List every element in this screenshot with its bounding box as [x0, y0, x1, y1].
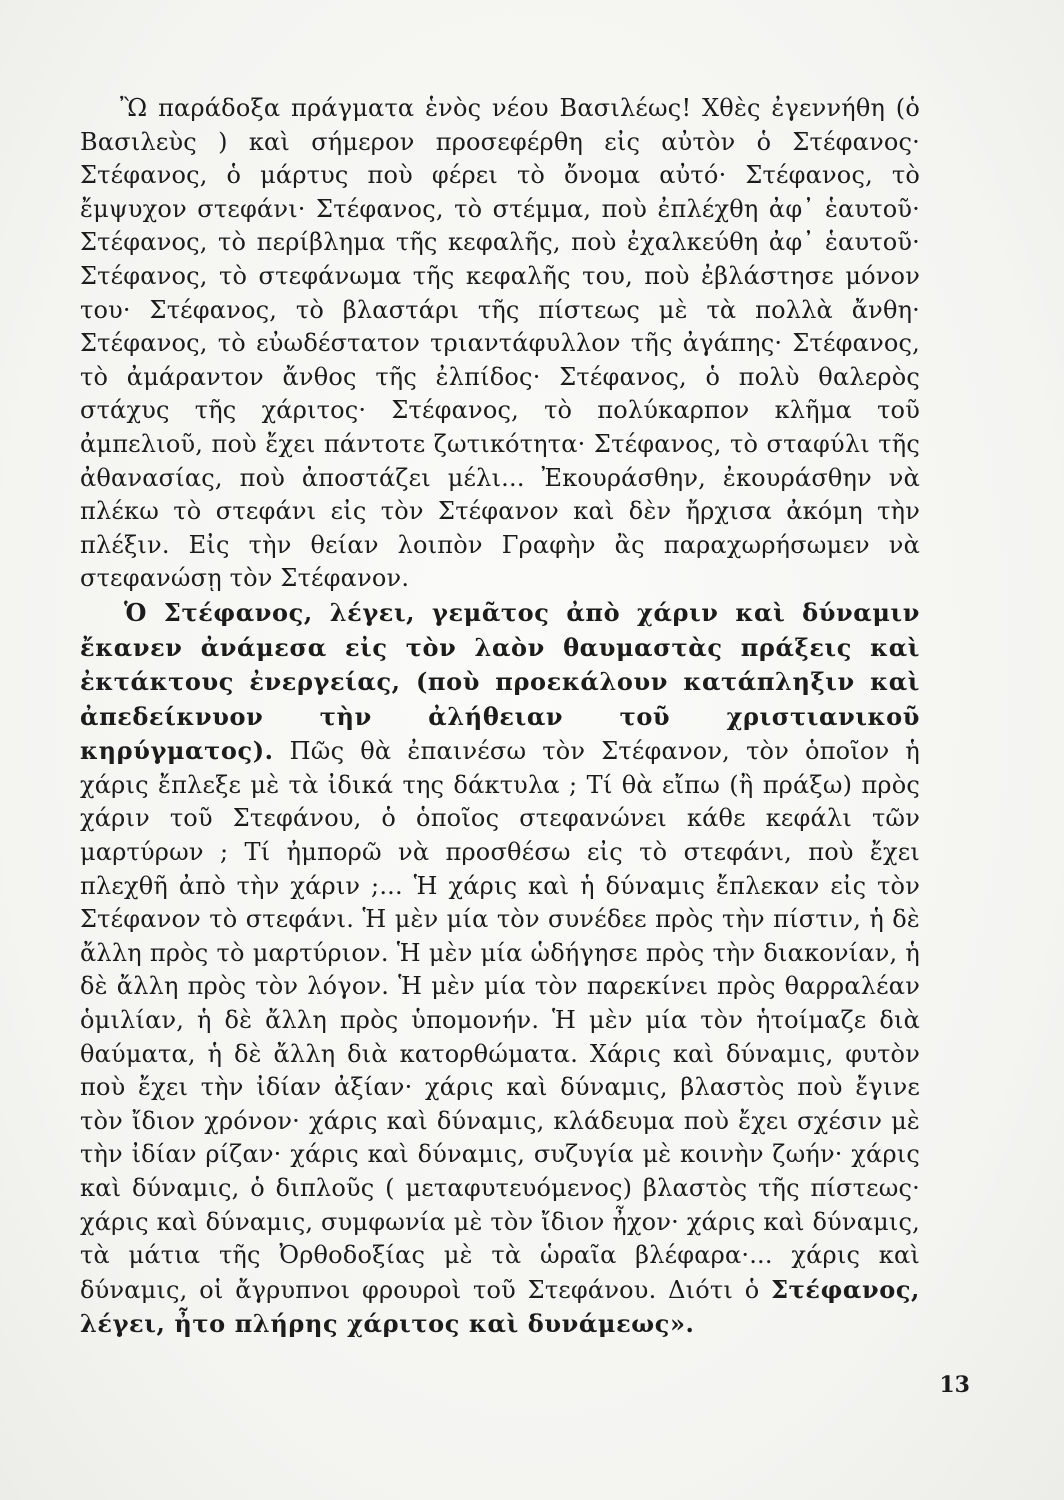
- bold-quote-intro: Ὁ Στέφανος, λέγει, γεμᾶτος ἀπὸ χάριν καὶ δύναμιν ἔκανεν ἀνάμεσα εἰς τὸν λαὸν θαυμαστὰς πράξεις καὶ ἐκτάκτους ἐνεργείας, (ποὺ προεκάλουν κατάπληξιν καὶ ἀπεδείκνυον τὴν ἀλήθειαν τοῦ χριστιανικοῦ κηρύγματος).: [80, 597, 920, 766]
- paragraph-1: Ὢ παράδοξα πράγματα ἑνὸς νέου Βασιλέως! Χθὲς ἐγεννήθη (ὁ Βασιλεὺς ) καὶ σήμερον προσεφέρθη εἰς αὐτὸν ὁ Στέφανος· Στέφανος, ὁ μάρτυς ποὺ φέρει τὸ ὄνομα αὐτό· Στέφανος, τὸ ἔμψυχον στεφάνι· Στέφανος, τὸ στέμμα, ποὺ ἐπλέχθη ἀφ᾽ ἑαυτοῦ· Στέφανος, τὸ περίβλημα τῆς κεφαλῆς, ποὺ ἐχαλκεύθη ἀφ᾽ ἑαυτοῦ· Στέφανος, τὸ στεφάνωμα τῆς κεφαλῆς του, ποὺ ἐβλάστησε μόνον του· Στέφανος, τὸ βλαστάρι τῆς πίστεως μὲ τὰ πολλὰ ἄνθη· Στέφανος, τὸ εὐωδέστατον τριαντάφυλλον τῆς ἀγάπης· Στέφανος, τὸ ἀμάραντον ἄνθος τῆς ἐλπίδος· Στέφανος, ὁ πολὺ θαλερὸς στάχυς τῆς χάριτος· Στέφανος, τὸ πολύκαρπον κλῆμα τοῦ ἀμπελιοῦ, ποὺ ἔχει πάντοτε ζωτικότητα· Στέφανος, τὸ σταφύλι τῆς ἀθανασίας, ποὺ ἀποστάζει μέλι... Ἐκουράσθην, ἐκουράσθην νὰ πλέκω τὸ στεφάνι εἰς τὸν Στέφανον καὶ δὲν ἤρχισα ἀκόμη τὴν πλέξιν. Εἰς τὴν θείαν λοιπὸν Γραφὴν ἂς παραχωρήσωμεν νὰ στεφανώσῃ τὸν Στέφανον.: [80, 94, 920, 593]
- page-number: 13: [939, 1372, 970, 1398]
- main-text: [80, 92, 920, 1342]
- bold-quote-end: Στέφανος, λέγει, ἦτο πλήρης χάριτος καὶ δυνάμεως».: [80, 1274, 920, 1339]
- paragraph-2-body: Πῶς θὰ ἐπαινέσω τὸν Στέφανον, τὸν ὁποῖον ἡ χάρις ἔπλεξε μὲ τὰ ἰδικά της δάκτυλα ; Τί θὰ εἴπω (ἢ πράξω) πρὸς χάριν τοῦ Στεφάνου, ὁ ὁποῖος στεφανώνει κάθε κεφάλι τῶν μαρτύρων ; Τί ἠμπορῶ νὰ προσθέσω εἰς τὸ στεφάνι, ποὺ ἔχει πλεχθῆ ἀπὸ τὴν χάριν ;... Ἡ χάρις καὶ ἡ δύναμις ἔπλεκαν εἰς τὸν Στέφανον τὸ στεφάνι. Ἡ μὲν μία τὸν συνέδεε πρὸς τὴν πίστιν, ἡ δὲ ἄλλη πρὸς τὸ μαρτύριον. Ἡ μὲν μία ὡδήγησε πρὸς τὴν διακονίαν, ἡ δὲ ἄλλη πρὸς τὸν λόγον. Ἡ μὲν μία τὸν παρεκίνει πρὸς θαρραλέαν ὁμιλίαν, ἡ δὲ ἄλλη πρὸς ὑπομονήν. Ἡ μὲν μία τὸν ἡτοίμαζε διὰ θαύματα, ἡ δὲ ἄλλη διὰ κατορθώματα. Χάρις καὶ δύναμις, φυτὸν ποὺ ἔχει τὴν ἰδίαν ἀξίαν· χάρις καὶ δύναμις, βλαστὸς ποὺ ἔγινε τὸν ἴδιον χρόνον· χάρις καὶ δύναμις, κλάδευμα ποὺ ἔχει σχέσιν μὲ τὴν ἰδίαν ρίζαν· χάρις καὶ δύναμις, συζυγία μὲ κοινὴν ζωήν· χάρις καὶ δύναμις, ὁ διπλοῦς ( μεταφυτευόμενος) βλαστὸς τῆς πίστεως· χάρις καὶ δύναμις, συμφωνία μὲ τὸν ἴδιον ἦχον· χάρις καὶ δύναμις, τὰ μάτια τῆς Ὀρθοδοξίας μὲ τὰ ὡραῖα βλέφαρα·... χάρις καὶ δύναμις, οἱ ἄγρυπνοι φρουροὶ τοῦ Στεφάνου. Διότι ὁ: [80, 737, 920, 1304]
- paragraph-2: [80, 596, 920, 1342]
